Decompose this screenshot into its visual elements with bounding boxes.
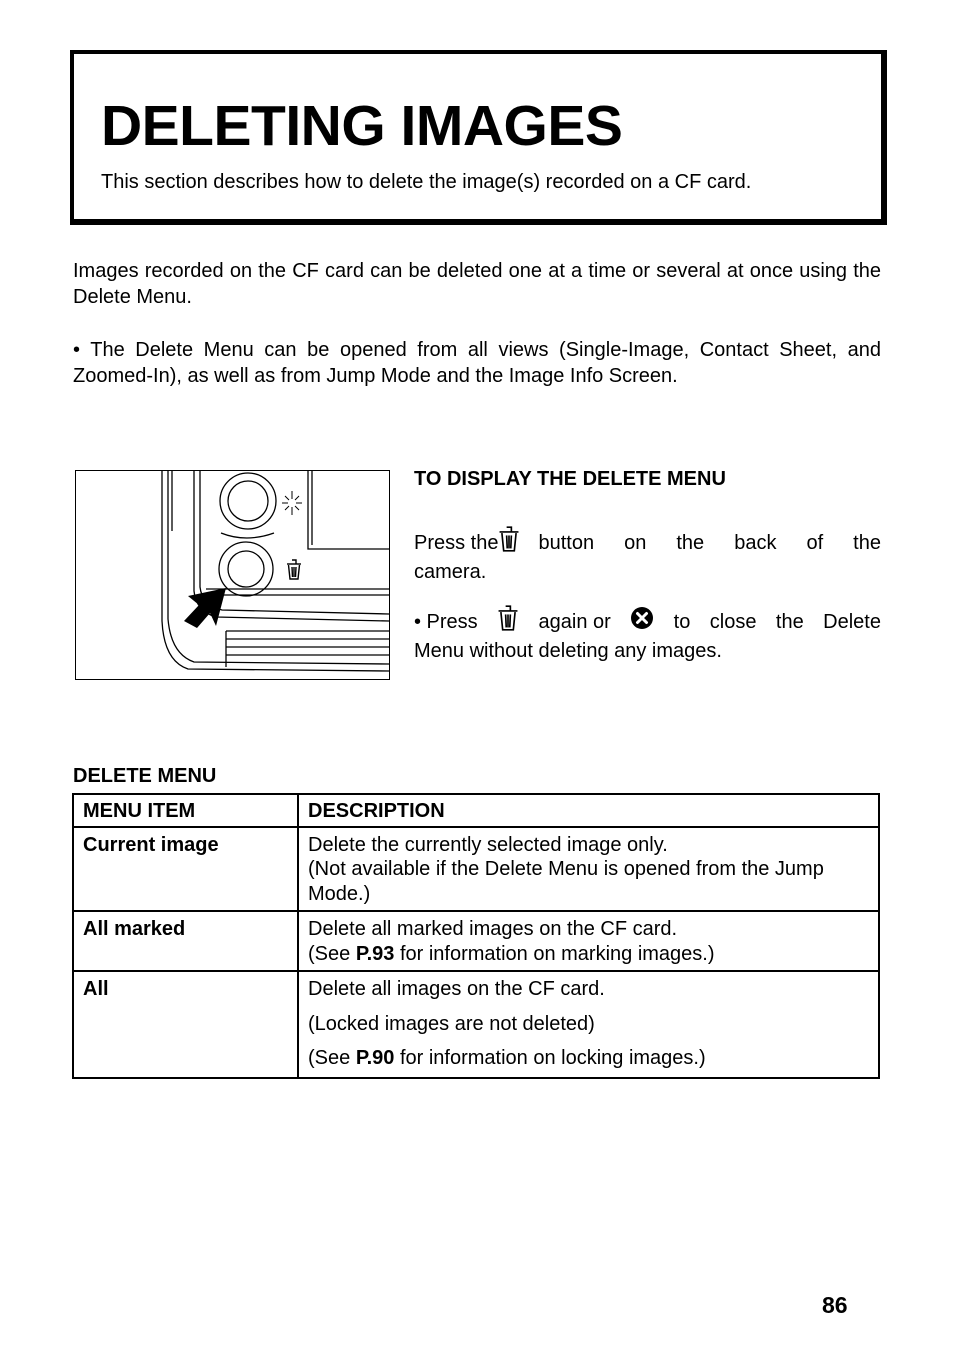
description-all-marked: Delete all marked images on the CF card. (See P.93 for information on marking images.) bbox=[298, 911, 879, 971]
page-reference: P.93 bbox=[355, 942, 395, 965]
step-text: Press the button on the back of the camera. bbox=[414, 526, 881, 585]
trash-can-icon bbox=[498, 526, 520, 559]
description-current-image: Delete the currently selected image only. (Not available if the Delete Menu is opened from the Jump Mode.) bbox=[298, 827, 879, 912]
menu-item-current-image: Current image bbox=[73, 827, 298, 912]
display-instructions bbox=[414, 468, 881, 491]
delete-menu-title: DELETE MENU bbox=[73, 765, 217, 787]
column-header-menu-item: MENU ITEM bbox=[73, 794, 298, 827]
sparkle-icon bbox=[282, 491, 302, 515]
page-title: DELETING IMAGES bbox=[101, 94, 623, 158]
menu-item-all: All bbox=[73, 971, 298, 1078]
intro-paragraph: Images recorded on the CF card can be deleted one at a time or several at once using the Delete Menu. bbox=[73, 260, 881, 308]
note-end: Menu without deleting any images. bbox=[414, 640, 722, 662]
title-box bbox=[70, 50, 887, 225]
intro-bullet: • The Delete Menu can be opened from all views (Single-Image, Contact Sheet, and Zoomed-In), as well as from Jump Mode and the Image Info Screen. bbox=[73, 339, 881, 387]
description-all: Delete all images on the CF card. (Locked images are not deleted) (See P.90 for information on locking images.) bbox=[298, 971, 879, 1078]
column-header-description: DESCRIPTION bbox=[298, 794, 879, 827]
note-text: • Press again or to close the Delete Menu without deleting any images. bbox=[414, 605, 881, 664]
page-subtitle: This section describes how to delete the image(s) recorded on a CF card. bbox=[101, 171, 752, 193]
delete-menu-table bbox=[72, 793, 880, 1079]
display-step bbox=[414, 526, 881, 585]
page-reference: P.90 bbox=[355, 1047, 395, 1069]
arrow-icon bbox=[184, 588, 226, 628]
table-row bbox=[73, 911, 879, 971]
trash-can-icon bbox=[497, 605, 519, 638]
table-row bbox=[73, 971, 879, 1078]
trash-can-icon bbox=[287, 560, 301, 579]
cancel-x-icon bbox=[630, 606, 654, 637]
table-header-row bbox=[73, 794, 879, 827]
table-row bbox=[73, 827, 879, 912]
display-note bbox=[414, 605, 881, 664]
camera-illustration bbox=[76, 471, 389, 679]
page-number: 86 bbox=[822, 1292, 848, 1318]
camera-back-figure bbox=[75, 470, 390, 680]
menu-item-all-marked: All marked bbox=[73, 911, 298, 971]
section-heading: TO DISPLAY THE DELETE MENU bbox=[414, 468, 726, 490]
